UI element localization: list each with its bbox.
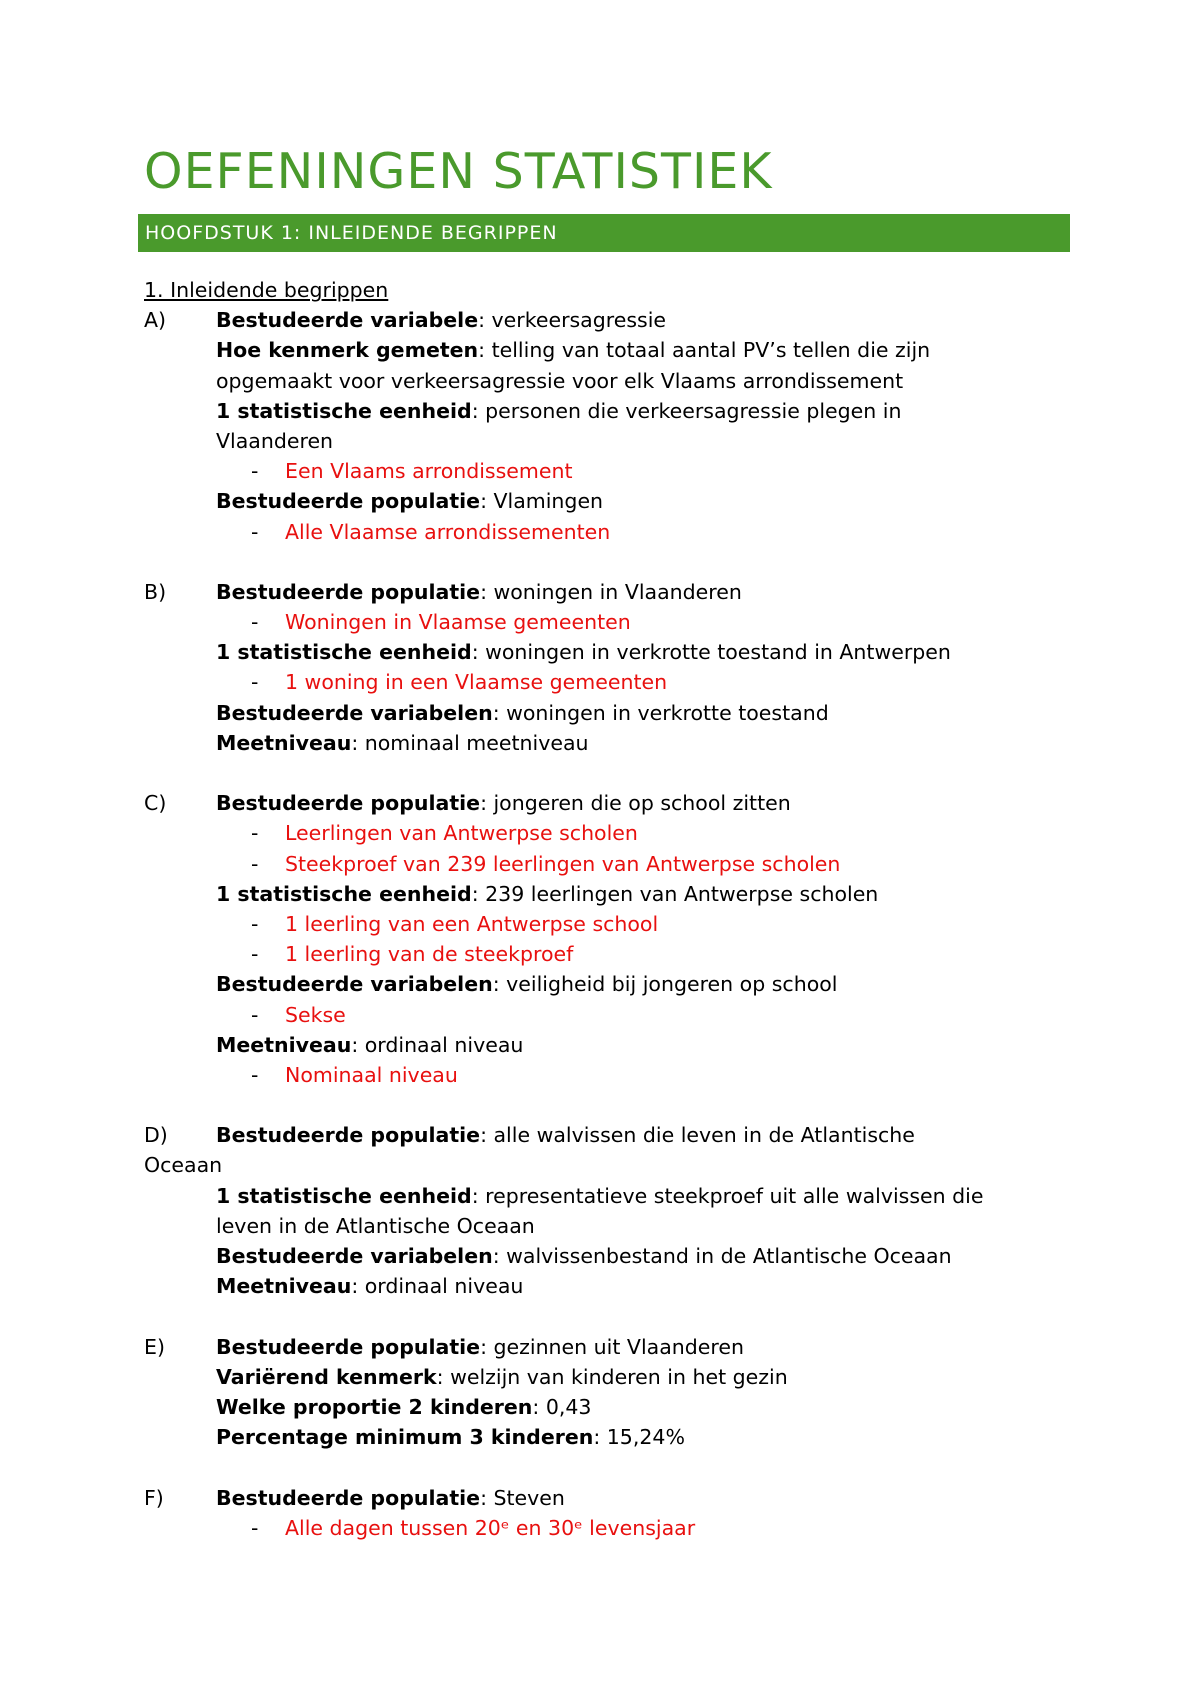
correction-line xyxy=(144,667,1074,697)
term: 1 statistische eenheid xyxy=(216,640,472,665)
answer-text: : walvissenbestand in de Atlantische Oceaan xyxy=(492,1244,952,1268)
answer-text: : verkeersagressie xyxy=(478,308,667,333)
term: Meetniveau xyxy=(216,730,352,755)
correction-line xyxy=(144,517,1074,547)
item-d-row xyxy=(144,1120,1074,1150)
item-e-row xyxy=(144,1332,1074,1362)
term: Bestudeerde variabele xyxy=(216,308,479,333)
correction-line xyxy=(144,939,1074,969)
answer-text: : Steven xyxy=(480,1485,565,1510)
bullet-dash: - xyxy=(251,1515,259,1540)
item-f-row xyxy=(144,1483,1074,1513)
term: Bestudeerde populatie xyxy=(216,1123,481,1148)
correction-line xyxy=(144,849,1074,879)
term: Hoe kenmerk gemeten xyxy=(216,338,479,363)
correction-text: Woningen in Vlaamse gemeenten xyxy=(285,610,631,635)
correction-line xyxy=(144,909,1074,939)
answer-text: : jongeren die op school zitten xyxy=(480,791,791,816)
correction-line xyxy=(144,456,1074,486)
text-line xyxy=(144,728,1074,758)
term: 1 statistische eenheid xyxy=(216,398,472,423)
term: Bestudeerde variabelen xyxy=(216,972,493,997)
answer-text: : gezinnen uit Vlaanderen xyxy=(480,1334,744,1359)
content xyxy=(144,275,1074,1543)
item-label: D) xyxy=(144,1123,168,1148)
text-line xyxy=(144,637,1074,667)
term: Bestudeerde populatie xyxy=(216,579,481,604)
correction-text: Sekse xyxy=(285,1002,346,1027)
text-line xyxy=(144,1392,1074,1422)
answer-text: : personen die verkeersagressie plegen in xyxy=(471,398,902,423)
term: Meetniveau xyxy=(216,1274,352,1299)
correction-text: 1 woning in een Vlaamse gemeenten xyxy=(285,670,668,695)
text-line xyxy=(144,1422,1074,1452)
term: Percentage minimum 3 kinderen xyxy=(216,1425,594,1450)
bullet-dash: - xyxy=(251,851,259,876)
text-line xyxy=(144,1241,1074,1271)
bullet-dash: - xyxy=(251,459,259,484)
correction-line xyxy=(144,1060,1074,1090)
text-line: Oceaan xyxy=(144,1153,223,1178)
bullet-dash: - xyxy=(251,670,259,695)
answer-text: : telling van totaal aantal PV’s tellen die zijn xyxy=(478,338,931,363)
term: Meetniveau xyxy=(216,1032,352,1057)
answer-text: : 0,43 xyxy=(532,1394,592,1419)
term: Bestudeerde populatie xyxy=(216,489,481,514)
answer-text: : 15,24% xyxy=(593,1425,685,1450)
text-line: leven in de Atlantische Oceaan xyxy=(216,1213,535,1238)
correction-line xyxy=(144,607,1074,637)
bullet-dash: - xyxy=(251,821,259,846)
text-line: opgemaakt voor verkeersagressie voor elk Vlaams arrondissement xyxy=(216,368,904,393)
answer-text: : ordinaal niveau xyxy=(351,1274,524,1299)
answer-text: : welzijn van kinderen in het gezin xyxy=(436,1364,788,1389)
correction-text: Alle dagen tussen 20ᵉ en 30ᵉ levensjaar xyxy=(285,1515,696,1540)
correction-text: Alle Vlaamse arrondissementen xyxy=(285,519,611,544)
item-a-row xyxy=(144,305,1074,335)
text-line xyxy=(144,335,1074,365)
term: Bestudeerde populatie xyxy=(216,1334,481,1359)
text-line xyxy=(144,698,1074,728)
text-line xyxy=(144,396,1074,426)
correction-line xyxy=(144,1000,1074,1030)
item-b-row xyxy=(144,577,1074,607)
item-c-row xyxy=(144,788,1074,818)
text-line xyxy=(144,1271,1074,1301)
term: Welke proportie 2 kinderen xyxy=(216,1394,533,1419)
term: Bestudeerde variabelen xyxy=(216,1244,493,1268)
answer-text: : 239 leerlingen van Antwerpse scholen xyxy=(471,881,879,906)
term: 1 statistische eenheid xyxy=(216,881,472,906)
bullet-dash: - xyxy=(251,942,259,967)
answer-text: : woningen in Vlaanderen xyxy=(480,579,742,604)
text-line xyxy=(144,879,1074,909)
text-line: Vlaanderen xyxy=(216,428,334,453)
bullet-dash: - xyxy=(251,610,259,635)
correction-line xyxy=(144,1513,1074,1543)
text-line xyxy=(144,1030,1074,1060)
item-label: E) xyxy=(144,1334,165,1359)
correction-text: Een Vlaams arrondissement xyxy=(285,459,573,484)
bullet-dash: - xyxy=(251,1002,259,1027)
text-line xyxy=(144,969,1074,999)
section-heading: 1. Inleidende begrippen xyxy=(144,278,389,302)
item-label: C) xyxy=(144,791,167,816)
text-line xyxy=(144,1181,1074,1211)
item-label: B) xyxy=(144,579,167,604)
term: Bestudeerde variabelen xyxy=(216,700,493,725)
answer-text: : alle walvissen die leven in de Atlantische xyxy=(480,1123,915,1148)
bullet-dash: - xyxy=(251,1062,259,1087)
text-line xyxy=(144,486,1074,516)
term: Variërend kenmerk xyxy=(216,1364,437,1389)
term: 1 statistische eenheid xyxy=(216,1183,472,1208)
answer-text: : representatieve steekproef uit alle walvissen die xyxy=(471,1183,984,1208)
correction-line xyxy=(144,818,1074,848)
chapter-banner: HOOFDSTUK 1: INLEIDENDE BEGRIPPEN xyxy=(138,214,1070,252)
item-label: A) xyxy=(144,308,167,333)
correction-text: Steekproef van 239 leerlingen van Antwerpse scholen xyxy=(285,851,841,876)
answer-text: : Vlamingen xyxy=(480,489,604,514)
answer-text: : woningen in verkrotte toestand in Antwerpen xyxy=(471,640,951,665)
correction-text: 1 leerling van de steekproef xyxy=(285,942,574,967)
answer-text: : woningen in verkrotte toestand xyxy=(492,700,829,725)
item-label: F) xyxy=(144,1485,164,1510)
bullet-dash: - xyxy=(251,519,259,544)
document-title: OEFENINGEN STATISTIEK xyxy=(144,143,773,200)
correction-text: Nominaal niveau xyxy=(285,1062,458,1087)
correction-text: 1 leerling van een Antwerpse school xyxy=(285,911,659,936)
bullet-dash: - xyxy=(251,911,259,936)
correction-text: Leerlingen van Antwerpse scholen xyxy=(285,821,638,846)
answer-text: : veiligheid bij jongeren op school xyxy=(492,972,838,997)
term: Bestudeerde populatie xyxy=(216,791,481,816)
term: Bestudeerde populatie xyxy=(216,1485,481,1510)
answer-text: : ordinaal niveau xyxy=(351,1032,524,1057)
text-line xyxy=(144,1362,1074,1392)
answer-text: : nominaal meetniveau xyxy=(351,730,589,755)
